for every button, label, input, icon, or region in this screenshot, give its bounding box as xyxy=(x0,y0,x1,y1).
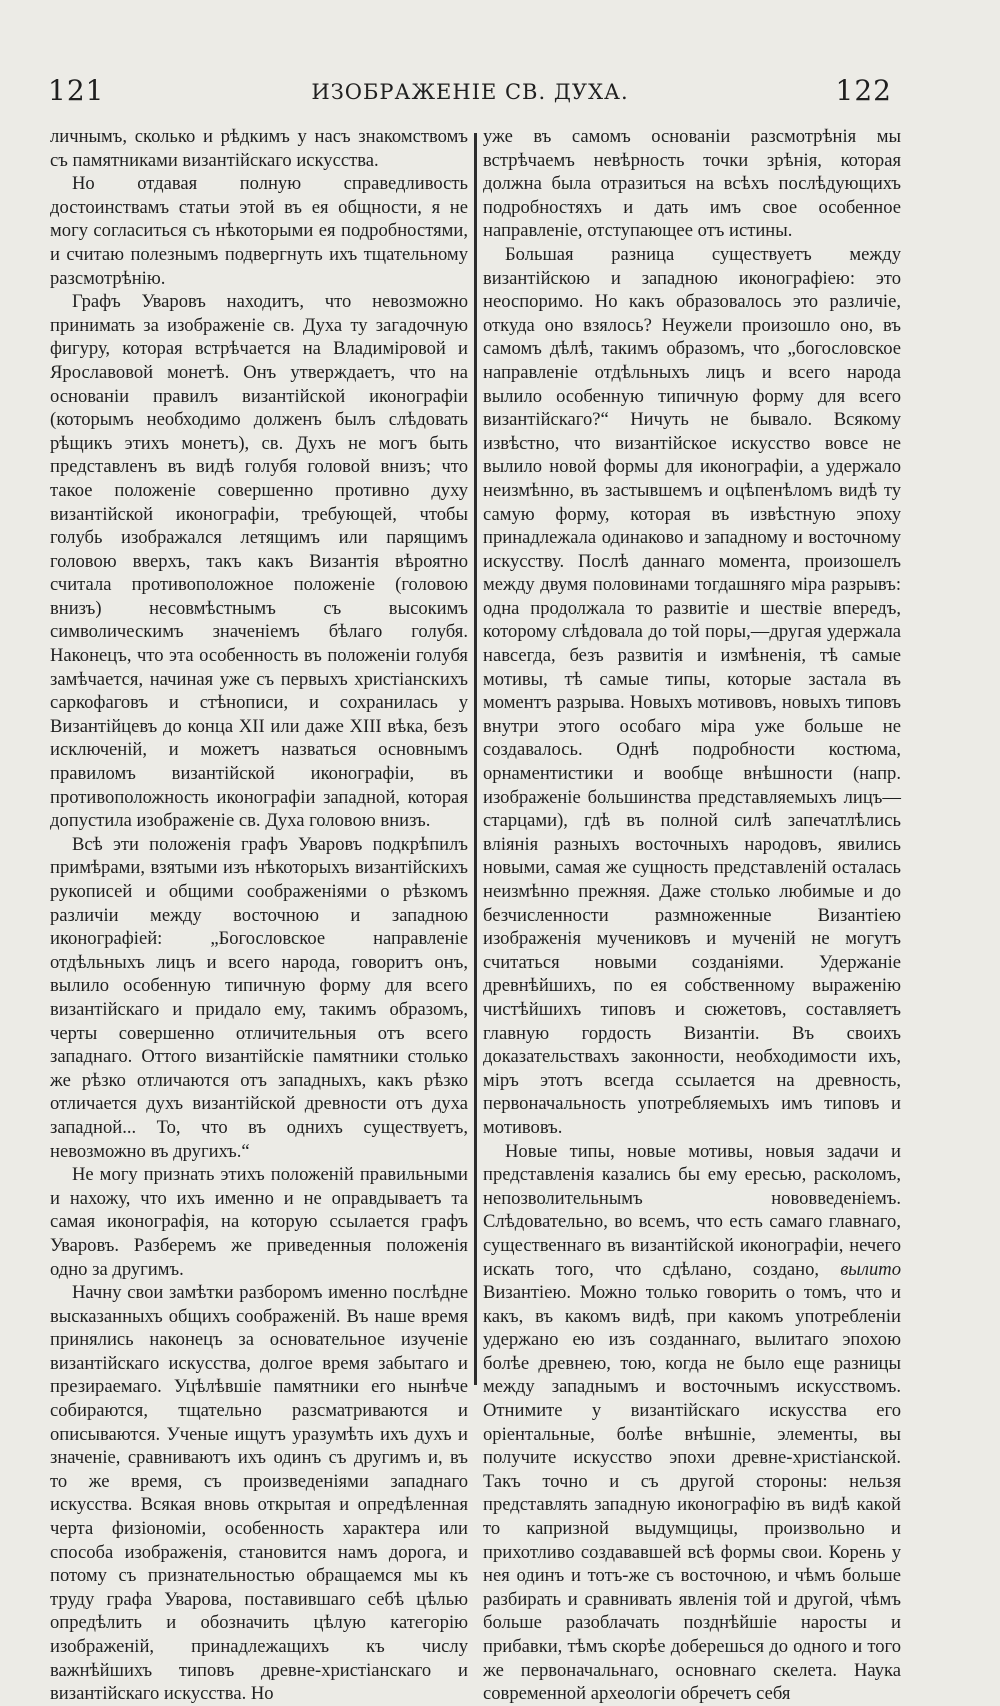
right-column xyxy=(477,125,901,1705)
text-columns xyxy=(50,125,908,1705)
paragraph: Не могу признать этихъ положеній правильными и нахожу, что ихъ именно и не оправдываетъ та самая иконографія, на которую ссылается графъ Уваровъ. Разберемъ же приведенныя положенія одно за другимъ. xyxy=(50,1164,468,1280)
page-number-right: 122 xyxy=(835,74,892,107)
left-column xyxy=(50,125,474,1705)
paragraph: Большая разница существуетъ между византійскою и западною иконографіею: это неоспоримо. Но какъ образовалось это различіе, откуда оно взялось? Неужели произошло оно, въ самомъ дѣлѣ, такимъ образомъ, что „богословское направленіе отдѣльныхъ лицъ и всего народа вылило особенную типичную форму для всего византійскаго?“ Ничуть не бывало. Всякому извѣстно, что византійское искусство вовсе не вылило новой формы для иконографіи, а удержало неизмѣнно, въ застывшемъ и оцѣпенѣломъ видѣ ту самую форму, которая въ извѣстную эпоху принадлежала одинаково и западному и восточному искусству. Послѣ даннаго момента, произошелъ между двумя половинами тогдашняго міра разрывъ: одна продолжала то развитіе и шествіе впередъ, которому слѣдовала до той поры,—другая удержала навсегда, безъ развитія и измѣненія, тѣ самые мотивы, тѣ самые типы, которые застала въ моментъ разрыва. Новыхъ мотивовъ, новыхъ типовъ внутри этого особаго міра уже больше не создавалось. Однѣ подробности костюма, орнаментистики и вообще внѣшности (напр. изображеніе большинства представляемыхъ лицъ—старцами), гдѣ въ полной силѣ запечатлѣлись вліянія разныхъ восточныхъ народовъ, явились новыми, самая же сущность представленій осталась неизмѣнно прежняя. Даже столько любимые и до безчисленности размноженные Византіею изображенія мучениковъ и мученій не могутъ считаться новыми созданіями. Удержаніе древнѣйшихъ, по ея собственному выраженію чистѣйшихъ типовъ и сюжетовъ, составляетъ главную гордость Византіи. Въ своихъ доказательствахъ законности, необходимости ихъ, міръ этотъ всегда ссылается на древность, первоначальность употребляемыхъ имъ типовъ и мотивовъ. xyxy=(483,243,901,1138)
paragraph-text: Византіею. Можно только говорить о томъ, что и какъ, въ какомъ видѣ, при какомъ употребленіи удержано ею изъ созданнаго, вылитаго эпохою болѣе древнею, тою, когда не было еще разницы между западнымъ и восточнымъ искусствомъ. Отнимите у византійскаго искусства его оріентальные, болѣе внѣшніе, элементы, вы получите искусство эпохи древне-христіанской. Такъ точно и съ другой стороны: нельзя представлять западную иконографію въ видѣ какой то капризной выдумщицы, произвольно и прихотливо создававшей всѣ формы свои. Корень у нея одинъ и тотъ-же съ восточною, и чѣмъ больше разбирать и сравнивать явленія той и другой, чѣмъ больше разоблачать позднѣйшіе наросты и прибавки, тѣмъ скорѣе доберешься до одного и того же первоначальнаго, основнаго скелета. Наука современной археологіи обречетъ себя xyxy=(483,1282,901,1705)
paragraph: Начну свои замѣтки разборомъ именно послѣдне высказанныхъ общихъ соображеній. Въ наше время принялись наконецъ за основательное изученіе византійскаго искусства, долгое время забытаго и презираемаго. Уцѣлѣвшіе памятники его нынѣче собираются, тщательно разсматриваются и описываются. Ученые ищутъ уразумѣть ихъ духъ и значеніе, сравниваютъ ихъ одинъ съ другимъ и, въ то же время, съ произведеніями западнаго искусства. Всякая вновь открытая и опредѣленная черта физіономіи, особенность характера или способа изображенія, становится намъ дорога, и потому съ признательностью обращаемся мы къ труду графа Уварова, поставившаго себѣ цѣлью опредѣлить и обозначить цѣлую категорію изображеній, принадлежащихъ къ числу важнѣйшихъ типовъ древне-христіанскаго и византійскаго искусства. Но xyxy=(50,1282,468,1705)
paragraph: Графъ Уваровъ находитъ, что невозможно принимать за изображеніе св. Духа ту загадочную фигуру, которая встрѣчается на Владиміровой и Ярославовой монетѣ. Онъ утверждаетъ, что на основаніи правилъ византійской иконографіи (которымъ необходимо долженъ былъ слѣдовать рѣщикъ этихъ монетъ), св. Духъ не могъ быть представленъ въ видѣ голубя головой внизъ; что такое положеніе совершенно противно духу византійской иконографіи, требующей, чтобы голубь изображался летящимъ или парящимъ головою вверхъ, такъ какъ Византія вѣроятно считала противоположное положеніе (головою внизъ) несовмѣстнымъ съ высокимъ символическимъ значеніемъ бѣлаго голубя. Наконецъ, что эта особенность въ положеніи голубя замѣчается, начиная уже съ первыхъ христіанскихъ саркофаговъ и стѣнописи, и сохранилась у Византійцевъ до конца XII или даже XIII вѣка, безъ исключеній, и можетъ назваться основнымъ правиломъ византійской иконографіи, въ противоположность иконографіи западной, которая допустила изображеніе св. Духа головою внизъ. xyxy=(50,291,468,832)
paragraph: личнымъ, сколько и рѣдкимъ у насъ знакомствомъ съ памятниками византійскаго искусства. xyxy=(50,126,468,171)
page-number-left: 121 xyxy=(48,74,105,107)
paragraph: Но отдавая полную справедливость достоинствамъ статьи этой въ ея общности, я не могу согласиться съ нѣкоторыми ея подробностями, и считаю полезнымъ подвергнуть ихъ тщательному разсмотрѣнію. xyxy=(50,173,468,289)
paragraph xyxy=(483,1140,901,1706)
running-title: ИЗОБРАЖЕНІЕ СВ. ДУХА. xyxy=(311,80,629,104)
paragraph: Всѣ эти положенія графъ Уваровъ подкрѣпилъ примѣрами, взятыми изъ нѣкоторыхъ византійскихъ рукописей и общими соображеніями о рѣзкомъ различіи между восточною и западною иконографіей: „Богословское направленіе отдѣльныхъ лицъ и всего народа, говоритъ онъ, вылило особенную типичную форму для всего византійскаго и придало ему, такимъ образомъ, черты совершенно отличительныя отъ всего западнаго. Оттого византійскіе памятники столько же рѣзко отличаются отъ западныхъ, какъ рѣзко отличается духъ византійской древности отъ духа западной... То, что въ однихъ существуетъ, невозможно въ другихъ.“ xyxy=(50,833,468,1162)
running-header xyxy=(48,74,892,114)
paragraph: уже въ самомъ основаніи разсмотрѣнія мы встрѣчаемъ невѣрность точки зрѣнія, которая должна была отразиться на всѣхъ послѣдующихъ подробностяхъ и дать имъ свое особенное направленіе, отступающее отъ истины. xyxy=(483,126,901,242)
paragraph-text: Новые типы, новые мотивы, новыя задачи и представленія казались бы ему ересью, расколомъ, непозволительнымъ нововведеніемъ. Слѣдовательно, во всемъ, что есть самаго главнаго, существеннаго въ византійской иконографіи, нечего искать того, что сдѣлано, создано, xyxy=(483,1140,901,1280)
italic-word: вылито xyxy=(840,1258,901,1280)
